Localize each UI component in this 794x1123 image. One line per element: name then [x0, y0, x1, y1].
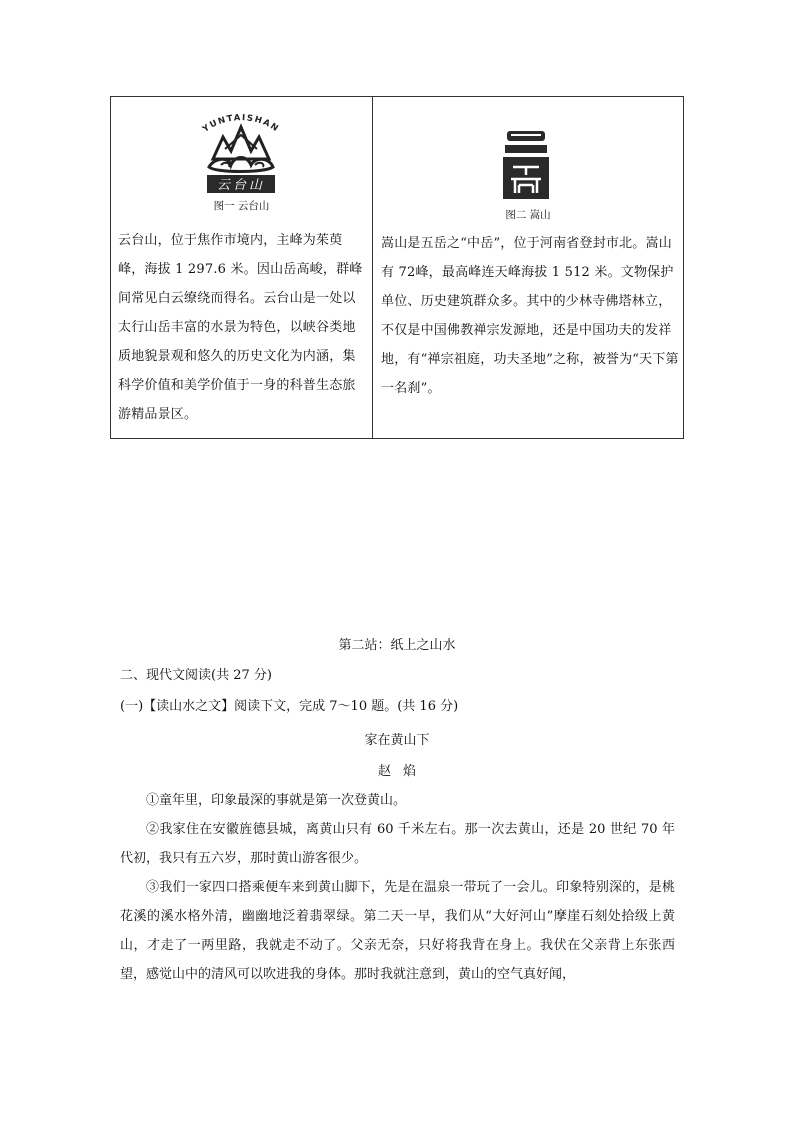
info-table	[110, 96, 684, 439]
description-yuntaishan: 云台山，位于焦作市境内，主峰为茱萸峰，海拔 1 297.6 米。因山岳高峻，群峰间常见白云缭绕而得名。云台山是一处以太行山岳丰富的水景为特色，以峡谷类地质地貌景观和悠久的历史文化为内涵，集科学价值和美学价值于一身的科普生态旅游精品景区。	[118, 233, 363, 422]
svg-text:云台山: 云台山	[216, 178, 266, 193]
paragraph-3: ③我们一家四口搭乘便车来到黄山脚下，先是在温泉一带玩了一会儿。印象特别深的，是桃花溪的溪水格外清，幽幽地泛着翡翠绿。第二天一早，我们从“大好河山”摩崖石刻处拾级上黄山，才走了一两里路，我就走不动了。父亲无奈，只好将我背在身上。我伏在父亲背上东张西望，感觉山中的清风可以吹进我的身体。那时我就注意到，黄山的空气真好闻，	[120, 880, 675, 982]
paragraph-2: ②我家住在安徽旌德县城，离黄山只有 60 千米左右。那一次去黄山，还是 20 世纪 70 年代初，我只有五六岁，那时黄山游客很少。	[120, 822, 675, 866]
description-songshan: 嵩山是五岳之“中岳”，位于河南省登封市北。嵩山有 72峰，最高峰连天峰海拔 1 512 米。文物保护单位、历史建筑群众多。其中的少林寺佛塔林立，不仅是中国佛教禅宗发源地，还是中国功夫的发祥地，有“禅宗祖庭，功夫圣地”之称，被誉为“天下第一名刹”。	[381, 236, 679, 396]
caption-songshan: 图二 嵩山	[505, 209, 551, 221]
essay-author: 赵焰	[377, 764, 428, 779]
songshan-logo	[501, 129, 551, 201]
table-cell-yuntaishan	[111, 97, 372, 438]
caption-yuntaishan: 图一 云台山	[213, 200, 270, 212]
paragraph-1: ①童年里，印象最深的事就是第一次登黄山。	[146, 793, 407, 808]
part-heading: 二、现代文阅读(共 27 分)	[120, 668, 272, 683]
svg-text:YUNTAISHAN: YUNTAISHAN	[201, 113, 281, 135]
question-instruction: (一)【读山水之文】阅读下文，完成 7～10 题。(共 16 分)	[120, 699, 459, 714]
yuntaishan-logo	[185, 109, 297, 195]
essay-title: 家在黄山下	[364, 733, 430, 748]
section-title: 第二站：纸上之山水	[338, 638, 456, 653]
table-cell-songshan	[373, 97, 683, 438]
